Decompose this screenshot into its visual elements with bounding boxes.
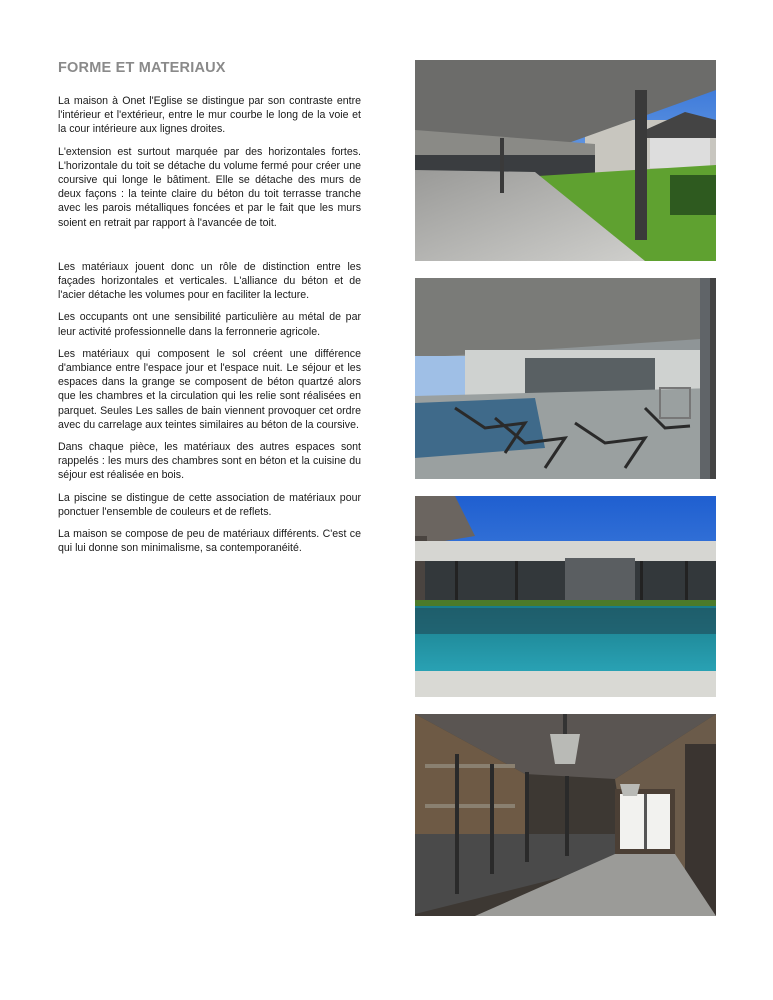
terrace-chairs-photo	[415, 278, 716, 479]
page-title: FORME ET MATERIAUX	[58, 60, 226, 76]
body-text	[58, 94, 361, 563]
paragraph: L'extension est surtout marquée par des horizontales fortes. L'horizontale du toit se détache du volume fermé pour créer une coursive qui longe le bâtiment. Elle se détache des murs de deux façons : la teinte claire du béton du toit terrasse tranche avec les parois métalliques foncées et par le fait que les murs soient en retrait par rapport à l'avancée de toit.	[58, 145, 361, 229]
paragraph: Les matériaux jouent donc un rôle de distinction entre les façades horizontales et verticales. L'alliance du béton et de l'acier détache les volumes pour en faciliter la lecture.	[58, 260, 361, 302]
terrace-lawn-photo	[415, 60, 716, 261]
paragraph: La maison à Onet l'Eglise se distingue par son contraste entre l'intérieur et l'extérieur, entre le mur courbe le long de la voie et la cour intérieure aux lignes droites.	[58, 95, 361, 136]
paragraph: Les matériaux qui composent le sol créent une différence d'ambiance entre l'espace jour et l'espace nuit. Le séjour et les espaces dans la grange se composent de béton quartzé alors que les chambres et la circulation qui les relie sont réalisées en parquet. Seules Les salles de bain viennent provoquer cet ordre avec du carrelage aux teintes similaires au béton de la coursive.	[58, 347, 361, 431]
pool-facade-photo	[415, 496, 716, 697]
paragraph: Les occupants ont une sensibilité particulière au métal de par leur activité professionnelle dans la ferronnerie agricole.	[58, 311, 361, 338]
paragraph: La maison se compose de peu de matériaux différents. C'est ce qui lui donne son minimalisme, sa contemporanéité.	[58, 528, 361, 555]
paragraph: La piscine se distingue de cette association de matériaux pour ponctuer l'ensemble de couleurs et de reflets.	[58, 491, 361, 518]
paragraph: Dans chaque pièce, les matériaux des autres espaces sont rappelés : les murs des chambres sont en béton et la cuisine du séjour est réalisée en bois.	[58, 441, 361, 482]
barn-interior-photo	[415, 714, 716, 916]
